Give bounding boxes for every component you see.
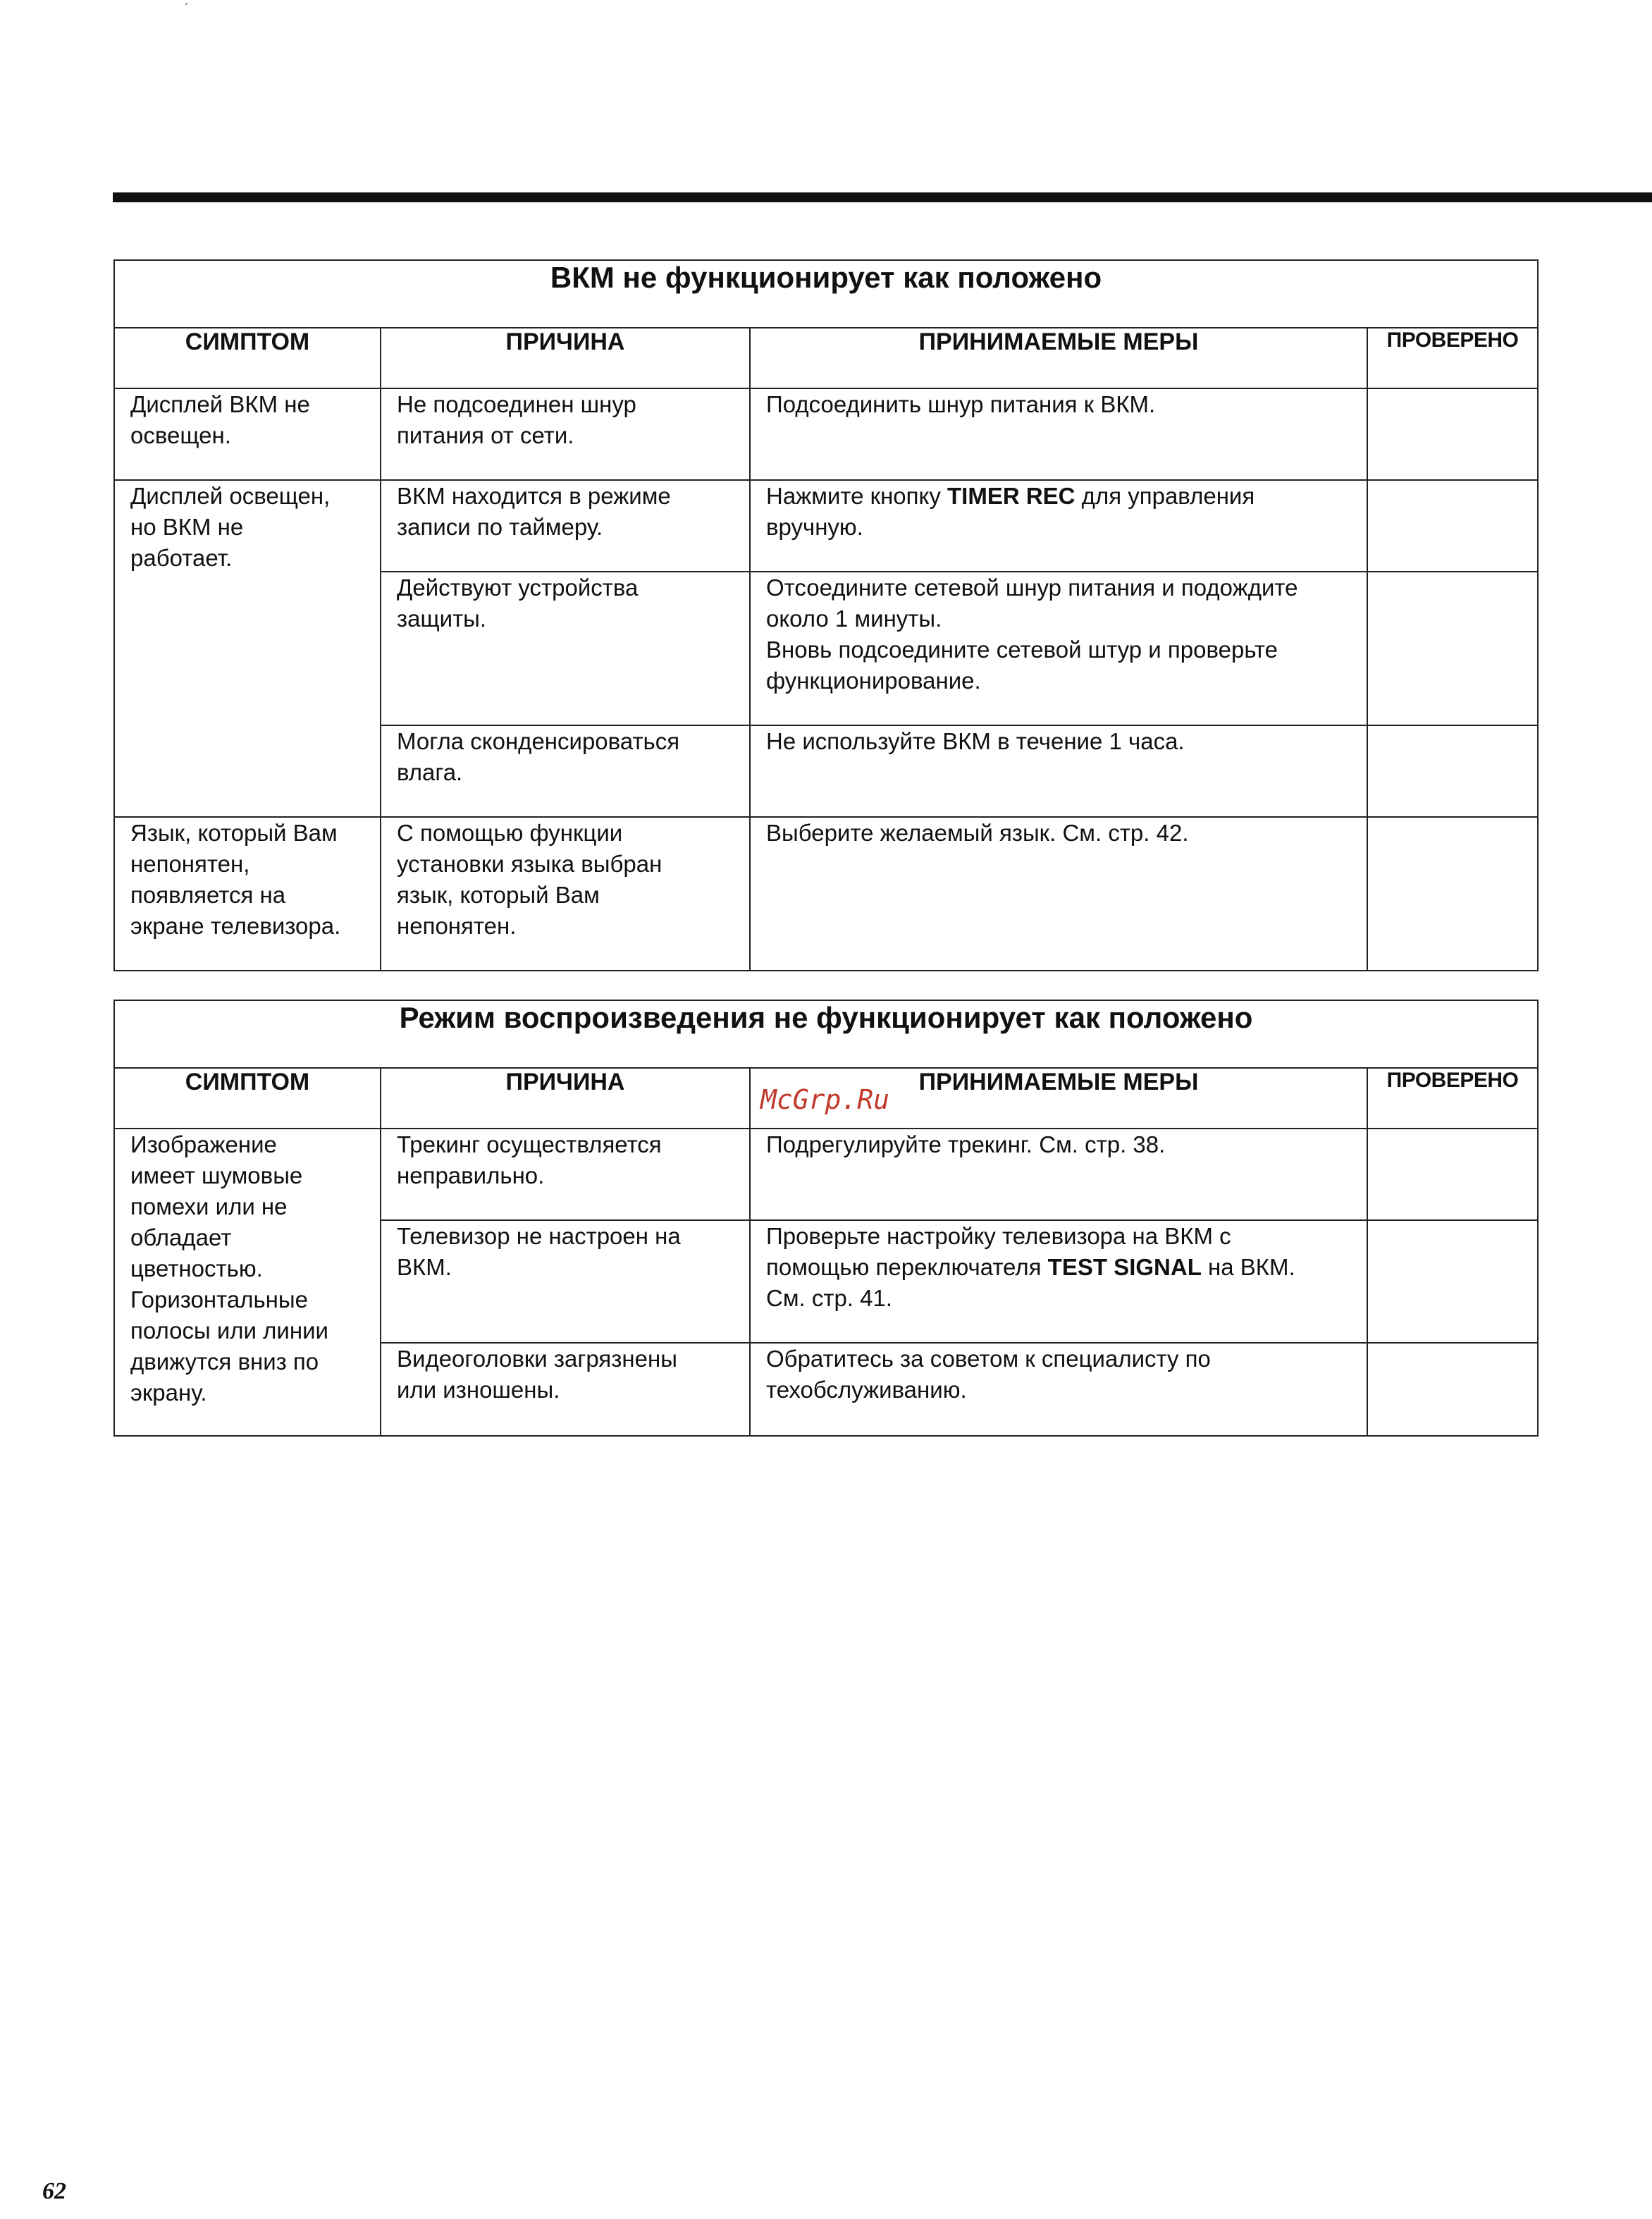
- remedy-cell: Отсоедините сетевой шнур питания и подождите около 1 минуты. Вновь подсоедините сетевой штур и проверьте функционирование.: [750, 572, 1367, 725]
- watermark: McGrp.Ru: [760, 1084, 890, 1115]
- checked-cell[interactable]: [1367, 572, 1538, 725]
- column-header-checked: ПРОВЕРЕНО: [1367, 328, 1538, 388]
- cause-cell: Действуют устройства защиты.: [381, 572, 750, 725]
- remedy-cell: Обратитесь за советом к специалисту по техобслуживанию.: [750, 1343, 1367, 1436]
- table-row: [114, 480, 1538, 572]
- cause-cell: Телевизор не настроен на ВКМ.: [381, 1220, 750, 1343]
- table-row: [114, 1129, 1538, 1220]
- cause-cell: Видеоголовки загрязнены или изношены.: [381, 1343, 750, 1436]
- switch-name-test-signal: TEST SIGNAL: [1047, 1254, 1202, 1280]
- remedy-cell: Подрегулируйте трекинг. См. стр. 38.: [750, 1129, 1367, 1220]
- cause-cell: С помощью функции установки языка выбран язык, который Вам непонятен.: [381, 817, 750, 971]
- checked-cell[interactable]: [1367, 725, 1538, 817]
- troubleshooting-table-playback: [113, 1000, 1539, 1437]
- column-header-remedy: ПРИНИМАЕМЫЕ МЕРЫ: [750, 328, 1367, 388]
- table-row: [114, 388, 1538, 480]
- checked-cell[interactable]: [1367, 1129, 1538, 1220]
- column-header-cause: ПРИЧИНА: [381, 328, 750, 388]
- column-header-symptom: СИМПТОМ: [114, 1068, 381, 1129]
- top-rule: [113, 192, 1652, 202]
- table-title: ВКМ не функционирует как положено: [114, 260, 1538, 328]
- cause-cell: Не подсоединен шнур питания от сети.: [381, 388, 750, 480]
- remedy-cell: Выберите желаемый язык. См. стр. 42.: [750, 817, 1367, 971]
- column-header-checked: ПРОВЕРЕНО: [1367, 1068, 1538, 1129]
- table-row: [114, 817, 1538, 971]
- troubleshooting-table-vcr: [113, 259, 1539, 971]
- symptom-cell: Изображение имеет шумовые помехи или не обладает цветностью. Горизонтальные полосы или линии движутся вниз по экрану.: [114, 1129, 381, 1436]
- column-header-symptom: СИМПТОМ: [114, 328, 381, 388]
- stray-mark: ´: [185, 1, 190, 17]
- symptom-cell: Дисплей ВКМ не освещен.: [114, 388, 381, 480]
- remedy-cell: Проверьте настройку телевизора на ВКМ с помощью переключателя TEST SIGNAL на ВКМ. См. стр. 41.: [750, 1220, 1367, 1343]
- cause-cell: ВКМ находится в режиме записи по таймеру.: [381, 480, 750, 572]
- symptom-cell: Дисплей освещен, но ВКМ не работает.: [114, 480, 381, 817]
- checked-cell[interactable]: [1367, 480, 1538, 572]
- remedy-cell: Нажмите кнопку TIMER REC для управления вручную.: [750, 480, 1367, 572]
- checked-cell[interactable]: [1367, 1220, 1538, 1343]
- table-title: Режим воспроизведения не функционирует как положено: [114, 1000, 1538, 1068]
- button-name-timer-rec: TIMER REC: [947, 483, 1075, 509]
- remedy-cell: Не используйте ВКМ в течение 1 часа.: [750, 725, 1367, 817]
- checked-cell[interactable]: [1367, 817, 1538, 971]
- cause-cell: Трекинг осуществляется неправильно.: [381, 1129, 750, 1220]
- page-number: 62: [42, 2178, 66, 2204]
- column-header-cause: ПРИЧИНА: [381, 1068, 750, 1129]
- column-header-remedy: McGrp.Ru ПРИНИМАЕМЫЕ МЕРЫ: [750, 1068, 1367, 1129]
- checked-cell[interactable]: [1367, 1343, 1538, 1436]
- remedy-cell: Подсоединить шнур питания к ВКМ.: [750, 388, 1367, 480]
- cause-cell: Могла сконденсироваться влага.: [381, 725, 750, 817]
- checked-cell[interactable]: [1367, 388, 1538, 480]
- symptom-cell: Язык, который Вам непонятен, появляется на экране телевизора.: [114, 817, 381, 971]
